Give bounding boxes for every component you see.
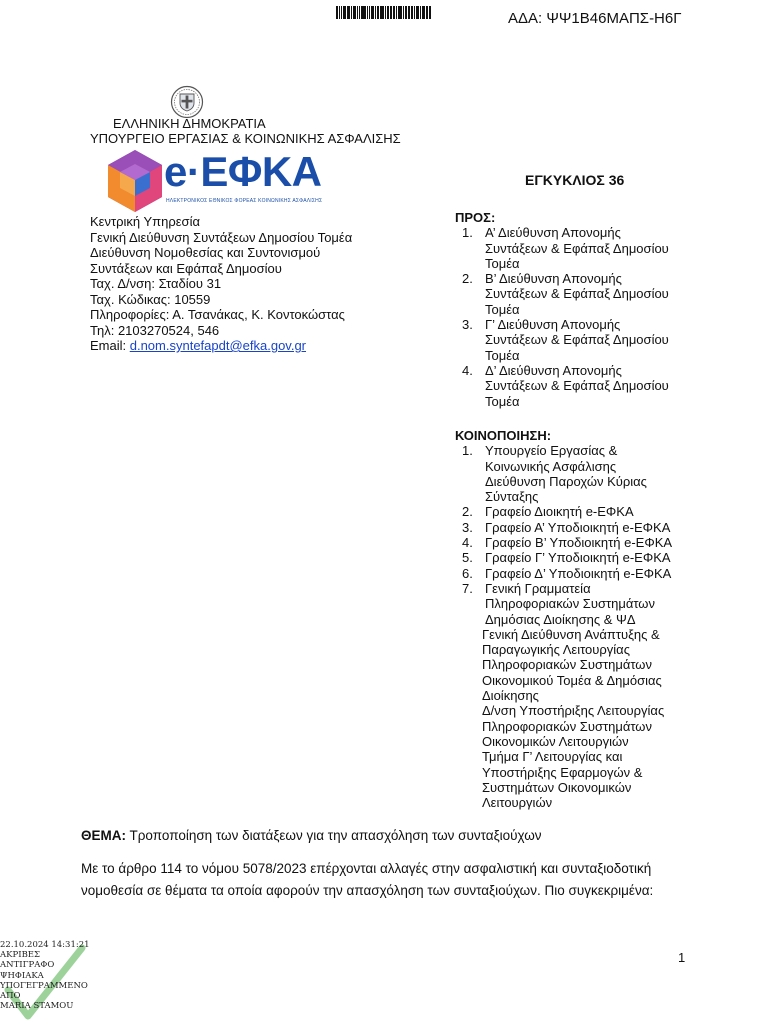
barcode-bar: [422, 6, 425, 19]
barcode-bar: [377, 6, 379, 19]
item-text: Γραφείο Διοικητή e-ΕΦΚΑ: [485, 504, 634, 520]
list-item: [455, 504, 672, 519]
item-number: 2.: [462, 271, 473, 287]
greek-emblem-icon: [170, 85, 204, 119]
barcode-bar: [391, 6, 392, 19]
sender-line: Συντάξεων και Εφάπαξ Δημοσίου: [90, 260, 282, 276]
item-text: Δ’ Διεύθυνση Απονομής Συντάξεων & Εφάπαξ Δημοσίου Τομέα: [485, 362, 669, 409]
item-number: 2.: [462, 504, 473, 520]
cc-list: [455, 443, 672, 810]
item-number: 3.: [462, 317, 473, 333]
barcode-bar: [399, 6, 402, 19]
sender-line: Κεντρική Υπηρεσία: [90, 214, 200, 229]
item-number: 6.: [462, 565, 473, 581]
barcode-bar: [427, 6, 428, 19]
republic-name: ΕΛΛΗΝΙΚΗ ΔΗΜΟΚΡΑΤΙΑ: [113, 116, 266, 131]
efka-logo-text: e·ΕΦΚΑ: [164, 148, 322, 195]
barcode-bar: [414, 6, 415, 19]
logo-name: ΕΦΚΑ: [200, 148, 322, 195]
efka-logo-mark: [102, 148, 168, 214]
item-number: 4.: [462, 535, 473, 551]
item-number: 1.: [462, 225, 473, 241]
item-text: Γραφείο Β’ Υποδιοικητή e-ΕΦΚΑ: [485, 535, 673, 551]
barcode-bar: [396, 6, 397, 19]
item-text: Γ’ Διεύθυνση Απονομής Συντάξεων & Εφάπαξ Δημοσίου Τομέα: [485, 317, 669, 363]
email-link[interactable]: d.nom.syntefapdt@efka.gov.gr: [129, 338, 307, 353]
barcode-bar: [381, 6, 384, 19]
item-number: 4.: [462, 362, 473, 378]
list-item: [455, 271, 669, 317]
barcode-bar: [429, 6, 431, 19]
barcode-bar: [373, 6, 374, 19]
email-label: Email:: [90, 338, 130, 353]
recipients-list: [455, 225, 669, 409]
sender-line: Ταχ. Κώδικας: 10559: [90, 291, 211, 307]
recipients-title: ΠΡΟΣ:: [455, 210, 496, 225]
item-text: Γραφείο Α’ Υποδιοικητή e-ΕΦΚΑ: [485, 519, 671, 535]
list-item: [455, 581, 672, 810]
item-text: Β’ Διεύθυνση Απονομής Συντάξεων & Εφάπαξ Δημοσίου Τομέα: [485, 271, 669, 317]
logo-subtitle: ΗΛΕΚΤΡΟΝΙΚΟΣ ΕΘΝΙΚΟΣ ΦΟΡΕΑΣ ΚΟΙΝΩΝΙΚΗΣ ΑΣΦΑΛΙΣΗΣ: [166, 198, 323, 204]
list-item: [455, 363, 669, 409]
barcode-bar: [341, 6, 342, 19]
list-item: [455, 535, 672, 550]
ministry-name: ΥΠΟΥΡΓΕΙΟ ΕΡΓΑΣΙΑΣ & ΚΟΙΝΩΝΙΚΗΣ ΑΣΦΑΛΙΣΗΣ: [90, 131, 401, 146]
list-item: [455, 566, 672, 581]
issuer-header: [90, 116, 401, 146]
barcode-bar: [363, 6, 366, 19]
item-subtext: Γενική Διεύθυνση Ανάπτυξης & Παραγωγικής Λειτουργίας Πληροφοριακών Συστημάτων Οικονομικού Τομέα & Δημόσιας Διοίκησης Δ/νση Υποστήριξης Λειτουργίας Πληροφοριακών Συστημάτων Οικονομικών Λειτουργιών Τμήμα Γ’ Λειτουργίας και Υποστήριξης Εφαρμογών & Συστημάτων Οικονομικών Λειτουργιών: [482, 626, 665, 811]
list-item: [455, 225, 669, 271]
list-item: [455, 317, 669, 363]
barcode-bar: [345, 6, 346, 19]
item-number: 1.: [462, 443, 473, 459]
barcode-bar: [387, 6, 389, 19]
item-text: Α’ Διεύθυνση Απονομής Συντάξεων & Εφάπαξ Δημοσίου Τομέα: [485, 225, 669, 271]
sender-line: Γενική Διεύθυνση Συντάξεων Δημοσίου Τομέα: [90, 229, 353, 245]
sender-block: [90, 214, 352, 354]
item-number: 7.: [462, 580, 473, 596]
sender-line: Πληροφορίες: Α. Τσανάκας, Κ. Κοντοκώστας: [90, 307, 345, 322]
list-item: [455, 520, 672, 535]
item-text: Γραφείο Δ’ Υποδιοικητή e-ΕΦΚΑ: [485, 565, 672, 581]
logo-e: e: [164, 148, 187, 195]
barcode-bar: [369, 6, 370, 19]
barcode: [336, 6, 432, 19]
item-text: Γραφείο Γ’ Υποδιοικητή e-ΕΦΚΑ: [485, 550, 671, 566]
item-number: 5.: [462, 550, 473, 566]
cc-title: ΚΟΙΝΟΠΟΙΗΣΗ:: [455, 428, 552, 443]
cc-block: [455, 428, 672, 810]
list-item: [455, 550, 672, 565]
subject-label: ΘΕΜΑ:: [81, 828, 126, 843]
barcode-bar: [336, 6, 338, 19]
item-number: 3.: [462, 519, 473, 535]
barcode-bar: [405, 6, 407, 19]
subject-line: [81, 828, 542, 843]
item-text: Γενική Γραμματεία Πληροφοριακών Συστημάτων Δημόσιας Διοίκησης & ΨΔ: [485, 580, 655, 627]
page-number: 1: [678, 950, 686, 965]
barcode-bar: [359, 6, 360, 19]
subject-text: Τροποποίηση των διατάξεων για την απασχόληση των συνταξιούχων: [126, 828, 542, 843]
body-paragraph: Με το άρθρο 114 το νόμου 5078/2023 επέρχονται αλλαγές στην ασφαλιστική και συνταξιοδοτική νομοθεσία σε θέματα τα οποία αφορούν την απασχόληση των συνταξιούχων. Πιο συγκεκριμένα:: [81, 861, 654, 898]
barcode-bar: [354, 6, 356, 19]
email-line: [90, 338, 352, 354]
circular-title: ΕΓΚΥΚΛΙΟΣ 36: [525, 172, 625, 188]
sender-line: Διεύθυνση Νομοθεσίας και Συντονισμού: [90, 245, 321, 260]
sender-line: Τηλ: 2103270524, 546: [90, 322, 220, 338]
ada-code: ΑΔΑ: ΨΨ1Β46ΜΑΠΣ-Η6Γ: [508, 10, 682, 27]
signature-text: 22.10.2024 14:31:21 ΑΚΡΙΒΕΣ ΑΝΤΙΓΡΑΦΟ ΨΗΦΙΑΚΑ ΥΠΟΓΕΓΡΑΜΜΕΝΟ ΑΠΟ MARIA STAMOU: [0, 940, 90, 1012]
barcode-bar: [409, 6, 410, 19]
efka-logo: [102, 148, 334, 214]
sender-line: Ταχ. Δ/νση: Σταδίου 31: [90, 276, 222, 291]
digital-signature-stamp: [0, 940, 90, 1020]
list-item: [455, 443, 672, 504]
item-text: Υπουργείο Εργασίας & Κοινωνικής Ασφάλισης Διεύθυνση Παροχών Κύριας Σύνταξης: [485, 443, 647, 505]
barcode-bar: [351, 6, 352, 19]
barcode-bar: [418, 6, 419, 19]
recipients-block: [455, 210, 669, 409]
